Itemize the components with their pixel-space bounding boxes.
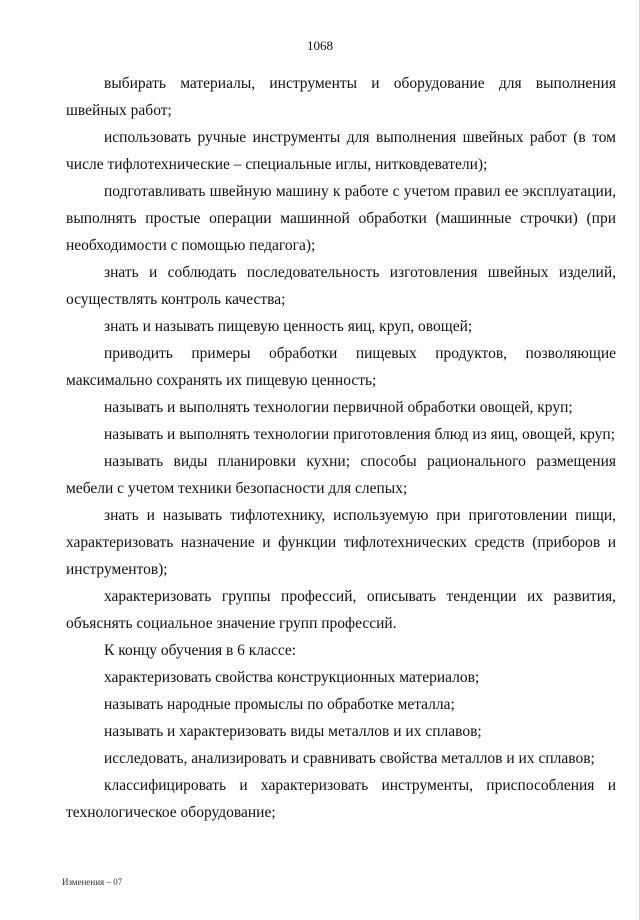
- paragraph: исследовать, анализировать и сравнивать свойства металлов и их сплавов;: [104, 750, 595, 767]
- paragraph: называть и выполнять технологии приготовления блюд из яиц, овощей, круп;: [104, 426, 616, 443]
- paragraph: называть и выполнять технологии первичной обработки овощей, круп;: [104, 399, 573, 416]
- paragraph: знать и называть тифлотехнику, используемую при приготовлении пищи, характеризовать назначение и функции тифлотехнических средств (приборов и инструментов);: [66, 507, 616, 578]
- paragraph: подготавливать швейную машину к работе с учетом правил ее эксплуатации, выполнять простые операции машинной обработки (машинные строчки) (при необходимости с помощью педагога);: [66, 183, 616, 254]
- paragraph: знать и соблюдать последовательность изготовления швейных изделий, осуществлять контроль качества;: [66, 264, 616, 308]
- paragraph: знать и называть пищевую ценность яиц, круп, овощей;: [104, 318, 473, 335]
- paragraph: называть виды планировки кухни; способы рационального размещения мебели с учетом техники безопасности для слепых;: [66, 453, 616, 497]
- paragraph: приводить примеры обработки пищевых продуктов, позволяющие максимально сохранять их пищевую ценность;: [66, 345, 616, 389]
- paragraph: выбирать материалы, инструменты и оборудование для выполнения швейных работ;: [66, 75, 616, 119]
- document-body: [66, 70, 616, 826]
- paragraph: характеризовать группы профессий, описывать тенденции их развития, объяснять социальное значение групп профессий.: [66, 588, 616, 632]
- footer-note: Изменения – 07: [62, 877, 123, 887]
- paragraph: характеризовать свойства конструкционных материалов;: [104, 669, 480, 686]
- paragraph: классифицировать и характеризовать инструменты, приспособления и технологическое оборудование;: [66, 777, 616, 821]
- paragraph: называть и характеризовать виды металлов и их сплавов;: [104, 723, 482, 740]
- page-number: 1068: [307, 38, 333, 53]
- section-heading: К концу обучения в 6 классе:: [104, 642, 297, 659]
- paragraph: использовать ручные инструменты для выполнения швейных работ (в том числе тифлотехнические – специальные иглы, нитковдеватели);: [66, 129, 616, 173]
- paragraph: называть народные промыслы по обработке металла;: [104, 696, 455, 713]
